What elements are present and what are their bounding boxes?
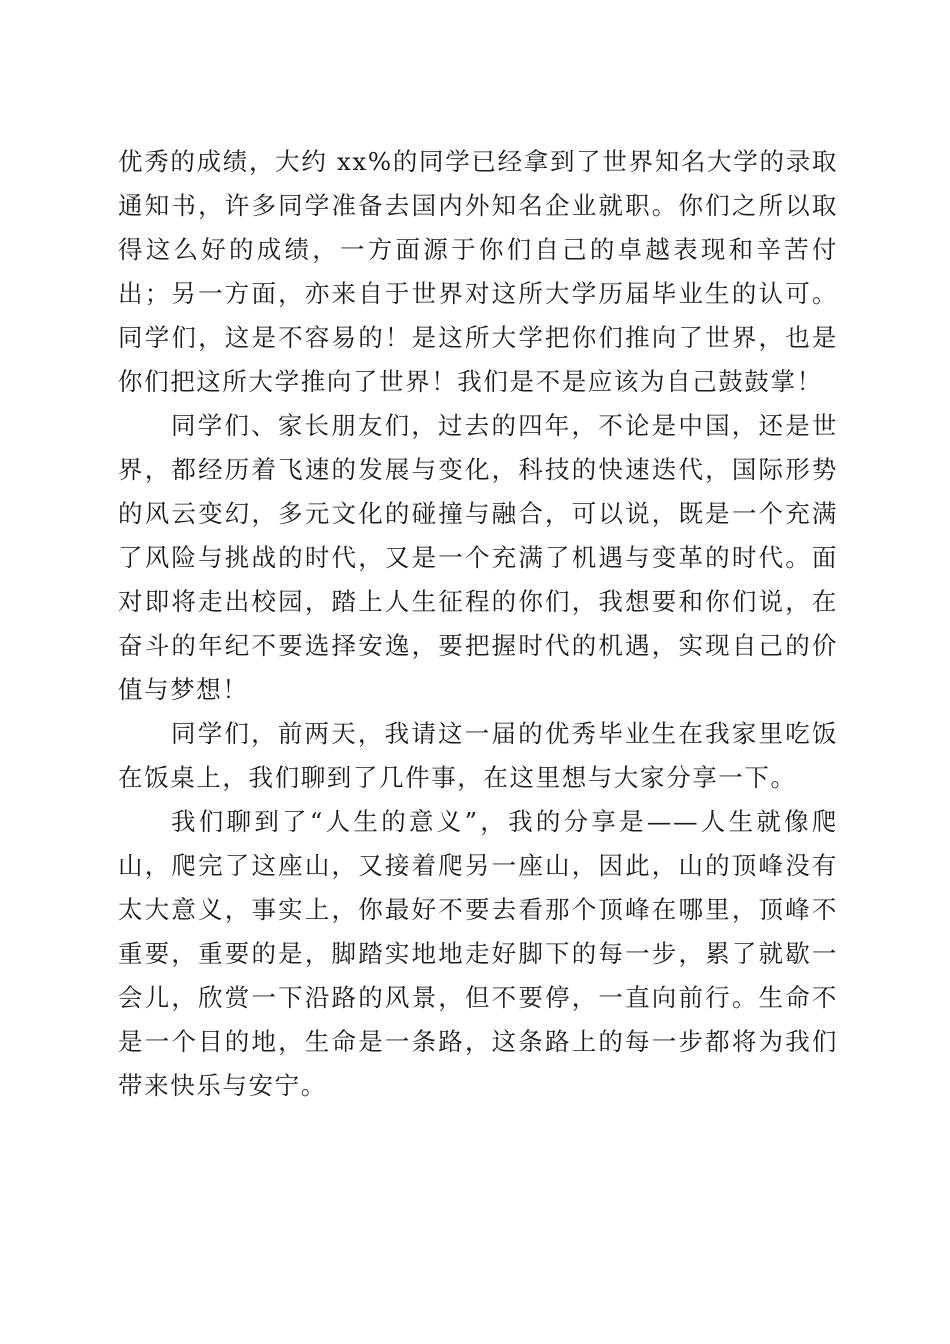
body-text [118,140,838,1108]
paragraph-dinner: 同学们，前两天，我请这一届的优秀毕业生在我家里吃饭在饭桌上，我们聊到了几件事，在这里想与大家分享一下。 [118,719,838,792]
paragraph-meaning-of-life: 我们聊到了“人生的意义”，我的分享是——人生就像爬山，爬完了这座山，又接着爬另一座山，因此，山的顶峰没有太大意义，事实上，你最好不要去看那个顶峰在哪里，顶峰不重要，重要的是，脚踏实地地走好脚下的每一步，累了就歇一会儿，欣赏一下沿路的风景，但不要停，一直向前行。生命不是一个目的地，生命是一条路，这条路上的每一步都将为我们带来快乐与安宁。 [118,807,838,1100]
paragraph-era-of-change: 同学们、家长朋友们，过去的四年，不论是中国，还是世界，都经历着飞速的发展与变化，科技的快速迭代，国际形势的风云变幻，多元文化的碰撞与融合，可以说，既是一个充满了风险与挑战的时代，又是一个充满了机遇与变革的时代。面对即将走出校园，踏上人生征程的你们，我想要和你们说，在奋斗的年纪不要选择安逸，要把握时代的机遇，实现自己的价值与梦想！ [118,411,838,704]
paragraph-continuation: 优秀的成绩，大约 xx%的同学已经拿到了世界知名大学的录取通知书，许多同学准备去国内外知名企业就职。你们之所以取得这么好的成绩，一方面源于你们自己的卓越表现和辛苦付出；另一方面，亦来自于世界对这所大学历届毕业生的认可。同学们，这是不容易的！是这所大学把你们推向了世界，也是你们把这所大学推向了世界！我们是不是应该为自己鼓鼓掌！ [118,147,838,396]
